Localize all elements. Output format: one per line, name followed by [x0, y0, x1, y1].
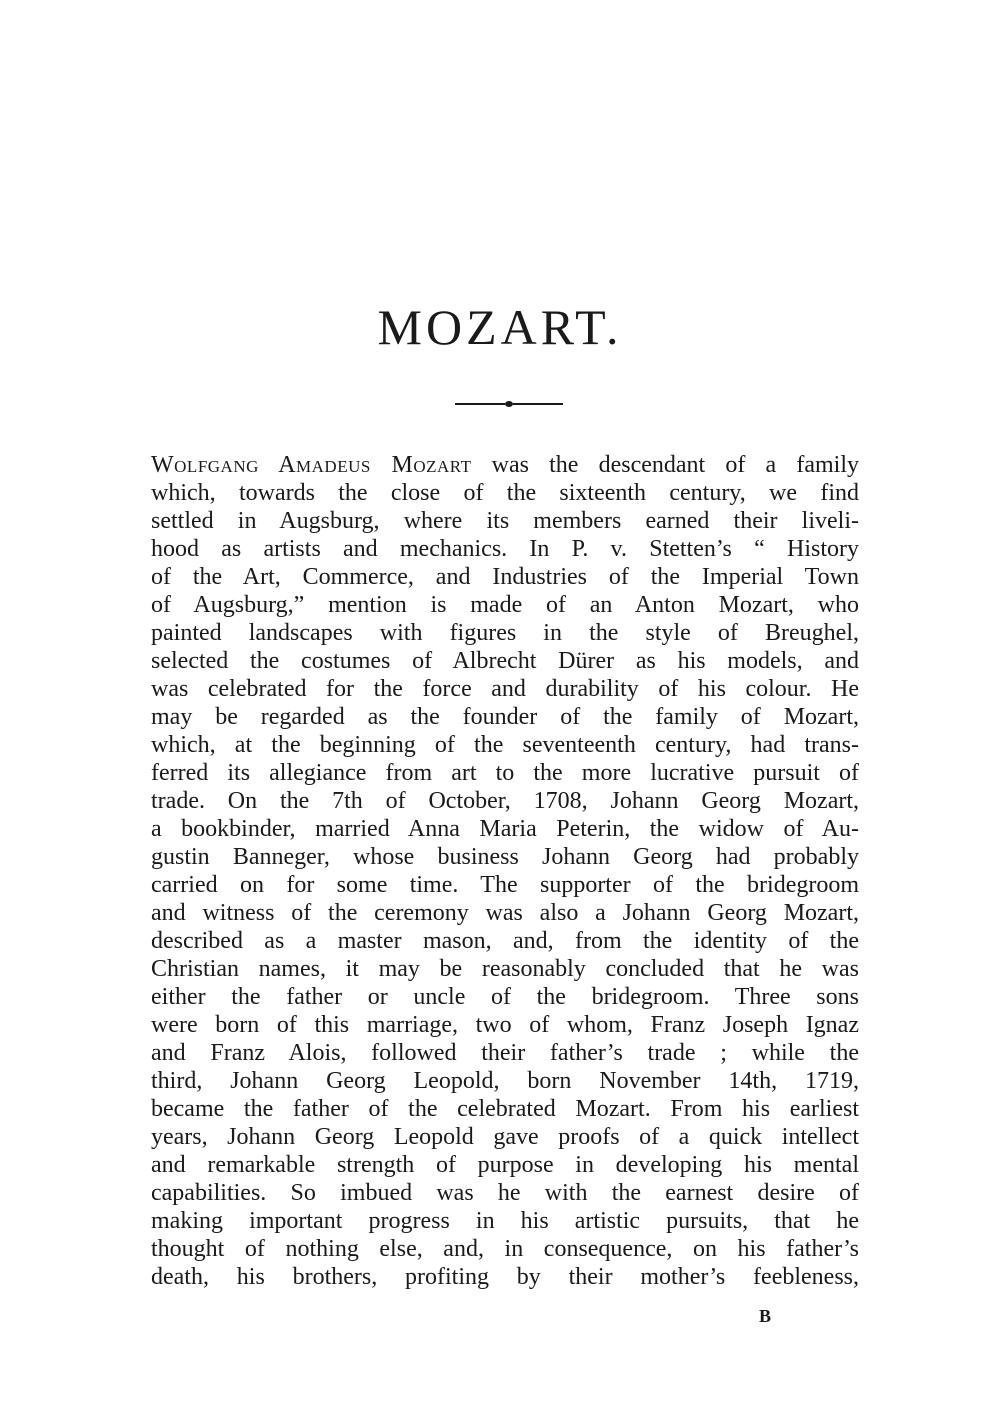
body-paragraph	[151, 451, 859, 1291]
text-line-28: making important progress in his artistic pursuits, that he	[151, 1208, 859, 1234]
text-line-14: a bookbinder, married Anna Maria Peterin, the widow of Au-	[151, 816, 859, 842]
text-line-5: of the Art, Commerce, and Industries of the Imperial Town	[151, 564, 859, 590]
text-line-22: and Franz Alois, followed their father’s trade ; while the	[151, 1040, 859, 1066]
chapter-title: MOZART.	[377, 299, 623, 355]
text-line-30: death, his brothers, profiting by their mother’s feebleness,	[151, 1264, 859, 1290]
text-line-3: settled in Augsburg, where its members earned their liveli-	[151, 508, 859, 534]
text-line-23: third, Johann Georg Leopold, born November 14th, 1719,	[151, 1068, 859, 1094]
text-line-27: capabilities. So imbued was he with the earnest desire of	[151, 1180, 859, 1206]
text-line-12: ferred its allegiance from art to the more lucrative pursuit of	[151, 760, 859, 786]
text-line-7: painted landscapes with figures in the style of Breughel,	[151, 620, 859, 646]
line-1-rest: was the descendant of a family	[471, 452, 859, 478]
text-line-11: which, at the beginning of the seventeenth century, had trans-	[151, 732, 859, 758]
signature-mark: B	[759, 1306, 772, 1326]
text-line-8: selected the costumes of Albrecht Dürer as his models, and	[151, 648, 859, 674]
text-line-2: which, towards the close of the sixteenth century, we find	[151, 480, 859, 506]
text-line-19: Christian names, it may be reasonably concluded that he was	[151, 956, 859, 982]
divider-dot	[505, 401, 513, 407]
text-line-6: of Augsburg,” mention is made of an Anton Mozart, who	[151, 592, 859, 618]
divider-rule-right	[513, 403, 563, 405]
text-line-20: either the father or uncle of the bridegroom. Three sons	[151, 984, 859, 1010]
text-line-29: thought of nothing else, and, in consequence, on his father’s	[151, 1236, 859, 1262]
text-line-9: was celebrated for the force and durability of his colour. He	[151, 676, 859, 702]
text-line-4: hood as artists and mechanics. In P. v. Stetten’s “ History	[151, 536, 859, 562]
text-line-17: and witness of the ceremony was also a Johann Georg Mozart,	[151, 900, 859, 926]
text-line-25: years, Johann Georg Leopold gave proofs of a quick intellect	[151, 1124, 859, 1150]
text-line-13: trade. On the 7th of October, 1708, Johann Georg Mozart,	[151, 788, 859, 814]
text-line-16: carried on for some time. The supporter of the bridegroom	[151, 872, 859, 898]
text-line-15: gustin Banneger, whose business Johann Georg had probably	[151, 844, 859, 870]
text-line-1	[151, 451, 859, 479]
text-line-18: described as a master mason, and, from the identity of the	[151, 928, 859, 954]
ornamental-divider	[455, 401, 563, 407]
text-line-24: became the father of the celebrated Mozart. From his earliest	[151, 1096, 859, 1122]
text-line-26: and remarkable strength of purpose in developing his mental	[151, 1152, 859, 1178]
divider-rule-left	[455, 403, 505, 405]
text-line-21: were born of this marriage, two of whom, Franz Joseph Ignaz	[151, 1012, 859, 1038]
opening-words: Wolfgang Amadeus Mozart	[151, 452, 472, 478]
text-line-10: may be regarded as the founder of the family of Mozart,	[151, 704, 859, 730]
